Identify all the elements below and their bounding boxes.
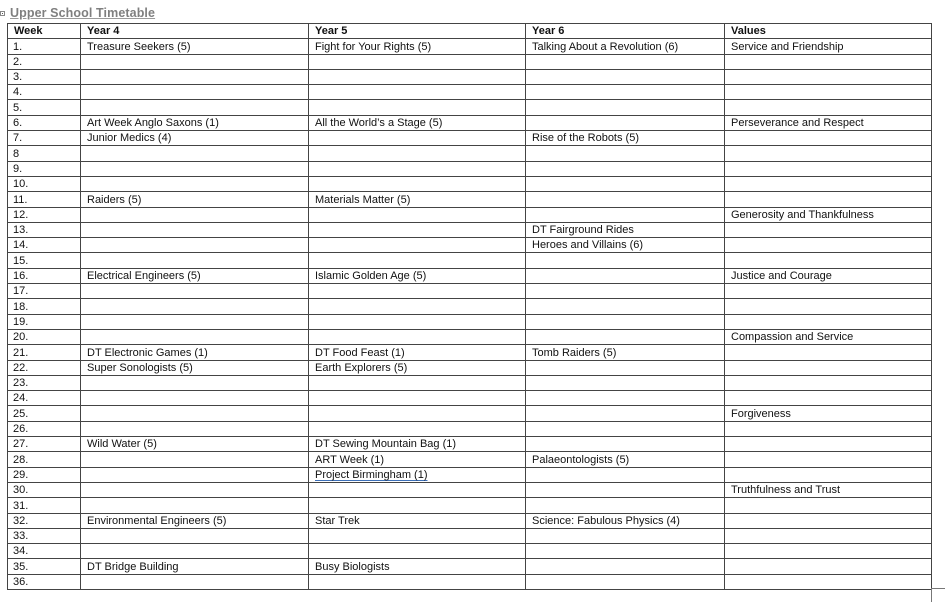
cell-text: Islamic Golden Age (5): [315, 270, 427, 283]
cell-text: Perseverance and Respect: [731, 117, 864, 130]
cell-text: 28.: [13, 453, 29, 466]
year-5-cell[interactable]: [309, 253, 526, 268]
cell-text: 11.: [13, 193, 28, 206]
header-year-6: Year 6: [526, 24, 725, 39]
year-4-cell[interactable]: [81, 161, 309, 176]
year-5-cell[interactable]: [309, 574, 526, 589]
header-year-4: Year 4: [81, 24, 309, 39]
table-row: [8, 329, 932, 344]
table-row: [8, 437, 932, 452]
values-cell[interactable]: [725, 115, 932, 130]
values-cell[interactable]: [725, 467, 932, 482]
week-cell[interactable]: [8, 284, 81, 299]
cell-text: 4.: [13, 86, 23, 99]
week-cell[interactable]: [8, 544, 81, 559]
year-4-cell[interactable]: [81, 253, 309, 268]
document-title: Upper School Timetable: [10, 6, 156, 20]
year-6-cell[interactable]: [526, 513, 725, 528]
cell-text: Treasure Seekers (5): [87, 40, 191, 53]
year-4-cell[interactable]: [81, 482, 309, 497]
cell-text: 9.: [13, 162, 23, 175]
cell-text: Fight for Your Rights (5): [315, 40, 432, 53]
year-4-cell[interactable]: [81, 574, 309, 589]
cell-text: 32.: [13, 514, 29, 527]
values-cell[interactable]: [725, 421, 932, 436]
table-move-handle[interactable]: [0, 11, 5, 16]
cell-text: 33.: [13, 530, 29, 543]
week-cell[interactable]: [8, 360, 81, 375]
table-row: [8, 314, 932, 329]
year-6-cell[interactable]: [526, 268, 725, 283]
cell-text: Junior Medics (4): [87, 132, 172, 145]
values-cell[interactable]: [725, 559, 932, 574]
year-4-cell[interactable]: [81, 54, 309, 69]
year-5-cell[interactable]: [309, 176, 526, 191]
year-6-cell[interactable]: [526, 314, 725, 329]
year-6-cell[interactable]: [526, 284, 725, 299]
year-6-cell[interactable]: [526, 131, 725, 146]
year-4-cell[interactable]: [81, 329, 309, 344]
values-cell[interactable]: [725, 528, 932, 543]
timetable-body: [8, 39, 932, 590]
year-5-cell[interactable]: [309, 482, 526, 497]
year-5-cell[interactable]: [309, 375, 526, 390]
year-6-cell[interactable]: [526, 299, 725, 314]
values-cell[interactable]: [725, 85, 932, 100]
year-4-cell[interactable]: [81, 69, 309, 84]
cell-text: 22.: [13, 361, 29, 374]
table-row: [8, 39, 932, 54]
year-4-cell[interactable]: [81, 222, 309, 237]
year-4-cell[interactable]: [81, 39, 309, 54]
table-row: [8, 559, 932, 574]
week-cell[interactable]: [8, 146, 81, 161]
year-6-cell[interactable]: [526, 192, 725, 207]
week-cell[interactable]: [8, 268, 81, 283]
cell-text: Earth Explorers (5): [315, 361, 408, 374]
year-5-cell[interactable]: [309, 406, 526, 421]
year-5-cell[interactable]: [309, 513, 526, 528]
year-6-cell[interactable]: [526, 100, 725, 115]
table-resize-handle[interactable]: [931, 588, 945, 602]
values-cell[interactable]: [725, 375, 932, 390]
cell-text: 7.: [13, 132, 23, 145]
week-cell[interactable]: [8, 391, 81, 406]
cell-text: 24.: [13, 392, 29, 405]
cell-text: 17.: [13, 285, 29, 298]
week-cell[interactable]: [8, 69, 81, 84]
table-row: [8, 299, 932, 314]
week-cell[interactable]: [8, 100, 81, 115]
cell-text: Talking About a Revolution (6): [532, 40, 679, 53]
table-row: [8, 406, 932, 421]
values-cell[interactable]: [725, 253, 932, 268]
table-row: [8, 467, 932, 482]
cell-text: 18.: [13, 300, 29, 313]
cell-text: 12.: [13, 208, 29, 221]
year-4-cell[interactable]: [81, 437, 309, 452]
year-4-cell[interactable]: [81, 115, 309, 130]
year-4-cell[interactable]: [81, 360, 309, 375]
week-cell[interactable]: [8, 192, 81, 207]
values-cell[interactable]: [725, 513, 932, 528]
year-5-cell[interactable]: [309, 238, 526, 253]
week-cell[interactable]: [8, 528, 81, 543]
year-4-cell[interactable]: [81, 238, 309, 253]
year-6-cell[interactable]: [526, 54, 725, 69]
year-6-cell[interactable]: [526, 482, 725, 497]
week-cell[interactable]: [8, 406, 81, 421]
week-cell[interactable]: [8, 559, 81, 574]
year-4-cell[interactable]: [81, 207, 309, 222]
week-cell[interactable]: [8, 54, 81, 69]
cell-text: Raiders (5): [87, 193, 142, 206]
values-cell[interactable]: [725, 222, 932, 237]
cell-text: 26.: [13, 423, 29, 436]
table-row: [8, 176, 932, 191]
year-5-cell[interactable]: [309, 559, 526, 574]
week-cell[interactable]: [8, 314, 81, 329]
year-4-cell[interactable]: [81, 85, 309, 100]
year-5-cell[interactable]: [309, 437, 526, 452]
cell-text: DT Food Feast (1): [315, 346, 405, 359]
cell-text: Wild Water (5): [87, 438, 157, 451]
year-4-cell[interactable]: [81, 345, 309, 360]
year-6-cell[interactable]: [526, 574, 725, 589]
week-cell[interactable]: [8, 39, 81, 54]
year-5-cell[interactable]: [309, 391, 526, 406]
year-6-cell[interactable]: [526, 146, 725, 161]
year-4-cell[interactable]: [81, 559, 309, 574]
values-cell[interactable]: [725, 238, 932, 253]
year-5-cell[interactable]: [309, 528, 526, 543]
values-cell[interactable]: [725, 284, 932, 299]
year-4-cell[interactable]: [81, 375, 309, 390]
cell-text: Star Trek: [315, 514, 360, 527]
week-cell[interactable]: [8, 375, 81, 390]
week-cell[interactable]: [8, 176, 81, 191]
year-5-cell[interactable]: [309, 100, 526, 115]
cell-text: 35.: [13, 560, 29, 573]
header-week: Week: [8, 24, 81, 39]
week-cell[interactable]: [8, 207, 81, 222]
year-6-cell[interactable]: [526, 85, 725, 100]
year-5-cell[interactable]: [309, 421, 526, 436]
year-6-cell[interactable]: [526, 559, 725, 574]
cell-text: Rise of the Robots (5): [532, 132, 639, 145]
cell-text: Compassion and Service: [731, 331, 854, 344]
cell-text: 6.: [13, 117, 23, 130]
year-5-cell[interactable]: [309, 452, 526, 467]
week-cell[interactable]: [8, 161, 81, 176]
year-6-cell[interactable]: [526, 421, 725, 436]
year-5-cell[interactable]: [309, 299, 526, 314]
table-row: [8, 69, 932, 84]
values-cell[interactable]: [725, 329, 932, 344]
year-5-cell[interactable]: [309, 314, 526, 329]
year-4-cell[interactable]: [81, 299, 309, 314]
year-5-cell[interactable]: [309, 222, 526, 237]
year-5-cell[interactable]: [309, 54, 526, 69]
cell-text: 27.: [13, 438, 29, 451]
cell-text: Tomb Raiders (5): [532, 346, 617, 359]
table-row: [8, 345, 932, 360]
cell-text: All the World’s a Stage (5): [315, 117, 443, 130]
table-row: [8, 284, 932, 299]
cell-text: Project Birmingham (1): [315, 468, 428, 481]
table-row: [8, 482, 932, 497]
cell-text: Palaeontologists (5): [532, 453, 630, 466]
cell-text: 19.: [13, 315, 29, 328]
cell-text: 14.: [13, 239, 29, 252]
year-5-cell[interactable]: [309, 39, 526, 54]
cell-text: Art Week Anglo Saxons (1): [87, 117, 219, 130]
year-4-cell[interactable]: [81, 406, 309, 421]
year-6-cell[interactable]: [526, 544, 725, 559]
values-cell[interactable]: [725, 146, 932, 161]
values-cell[interactable]: [725, 391, 932, 406]
table-row: [8, 222, 932, 237]
year-4-cell[interactable]: [81, 176, 309, 191]
table-row: [8, 238, 932, 253]
cell-text: 3.: [13, 71, 23, 84]
year-4-cell[interactable]: [81, 192, 309, 207]
week-cell[interactable]: [8, 238, 81, 253]
values-cell[interactable]: [725, 345, 932, 360]
cell-text: Electrical Engineers (5): [87, 270, 201, 283]
table-row: [8, 192, 932, 207]
cell-text: 5.: [13, 101, 23, 114]
table-row: [8, 421, 932, 436]
values-cell[interactable]: [725, 176, 932, 191]
timetable-table: [7, 23, 932, 590]
values-cell[interactable]: [725, 360, 932, 375]
week-cell[interactable]: [8, 574, 81, 589]
table-row: [8, 574, 932, 589]
year-6-cell[interactable]: [526, 437, 725, 452]
cell-text: ART Week (1): [315, 453, 385, 466]
year-6-cell[interactable]: [526, 176, 725, 191]
table-row: [8, 544, 932, 559]
week-cell[interactable]: [8, 115, 81, 130]
year-5-cell[interactable]: [309, 360, 526, 375]
year-6-cell[interactable]: [526, 391, 725, 406]
year-4-cell[interactable]: [81, 100, 309, 115]
table-row: [8, 513, 932, 528]
year-4-cell[interactable]: [81, 284, 309, 299]
values-cell[interactable]: [725, 437, 932, 452]
week-cell[interactable]: [8, 299, 81, 314]
table-row: [8, 131, 932, 146]
year-5-cell[interactable]: [309, 498, 526, 513]
cell-text: Truthfulness and Trust: [731, 484, 841, 497]
year-6-cell[interactable]: [526, 375, 725, 390]
week-cell[interactable]: [8, 253, 81, 268]
values-cell[interactable]: [725, 314, 932, 329]
cell-text: 15.: [13, 254, 29, 267]
year-6-cell[interactable]: [526, 39, 725, 54]
table-row: [8, 360, 932, 375]
year-5-cell[interactable]: [309, 268, 526, 283]
year-6-cell[interactable]: [526, 467, 725, 482]
year-6-cell[interactable]: [526, 406, 725, 421]
values-cell[interactable]: [725, 54, 932, 69]
cell-text: 21.: [13, 346, 29, 359]
year-5-cell[interactable]: [309, 345, 526, 360]
cell-text: Generosity and Thankfulness: [731, 208, 874, 221]
year-6-cell[interactable]: [526, 452, 725, 467]
year-4-cell[interactable]: [81, 146, 309, 161]
cell-text: Environmental Engineers (5): [87, 514, 227, 527]
table-row: [8, 115, 932, 130]
table-row: [8, 528, 932, 543]
year-5-cell[interactable]: [309, 192, 526, 207]
year-5-cell[interactable]: [309, 85, 526, 100]
cell-text: DT Bridge Building: [87, 560, 179, 573]
table-header-row: [8, 24, 932, 39]
table-row: [8, 253, 932, 268]
year-4-cell[interactable]: [81, 268, 309, 283]
year-6-cell[interactable]: [526, 69, 725, 84]
week-cell[interactable]: [8, 131, 81, 146]
year-4-cell[interactable]: [81, 544, 309, 559]
year-6-cell[interactable]: [526, 222, 725, 237]
week-cell[interactable]: [8, 513, 81, 528]
values-cell[interactable]: [725, 452, 932, 467]
cell-text: 13.: [13, 224, 29, 237]
values-cell[interactable]: [725, 69, 932, 84]
year-5-cell[interactable]: [309, 161, 526, 176]
values-cell[interactable]: [725, 574, 932, 589]
cell-text: 20.: [13, 331, 29, 344]
year-4-cell[interactable]: [81, 513, 309, 528]
values-cell[interactable]: [725, 482, 932, 497]
table-row: [8, 391, 932, 406]
year-5-cell[interactable]: [309, 115, 526, 130]
cell-text: Super Sonologists (5): [87, 361, 193, 374]
cell-text: 31.: [13, 499, 29, 512]
year-5-cell[interactable]: [309, 544, 526, 559]
week-cell[interactable]: [8, 85, 81, 100]
year-6-cell[interactable]: [526, 498, 725, 513]
week-cell[interactable]: [8, 421, 81, 436]
values-cell[interactable]: [725, 100, 932, 115]
cell-text: 36.: [13, 575, 29, 588]
year-6-cell[interactable]: [526, 528, 725, 543]
year-4-cell[interactable]: [81, 498, 309, 513]
cell-text: 1.: [13, 40, 23, 53]
header-values: Values: [725, 24, 932, 39]
year-5-cell[interactable]: [309, 207, 526, 222]
table-row: [8, 452, 932, 467]
year-6-cell[interactable]: [526, 238, 725, 253]
cell-text: Busy Biologists: [315, 560, 390, 573]
values-cell[interactable]: [725, 544, 932, 559]
cell-text: 8: [13, 147, 20, 160]
table-row: [8, 85, 932, 100]
cell-text: 23.: [13, 377, 29, 390]
week-cell[interactable]: [8, 467, 81, 482]
table-row: [8, 161, 932, 176]
year-6-cell[interactable]: [526, 360, 725, 375]
values-cell[interactable]: [725, 207, 932, 222]
table-row: [8, 375, 932, 390]
year-4-cell[interactable]: [81, 131, 309, 146]
week-cell[interactable]: [8, 222, 81, 237]
cell-text: DT Electronic Games (1): [87, 346, 208, 359]
year-5-cell[interactable]: [309, 467, 526, 482]
year-6-cell[interactable]: [526, 207, 725, 222]
table-row: [8, 54, 932, 69]
year-5-cell[interactable]: [309, 329, 526, 344]
week-cell[interactable]: [8, 498, 81, 513]
cell-text: Materials Matter (5): [315, 193, 411, 206]
year-6-cell[interactable]: [526, 329, 725, 344]
table-row: [8, 498, 932, 513]
week-cell[interactable]: [8, 329, 81, 344]
cell-text: DT Fairground Rides: [532, 224, 634, 237]
cell-text: 30.: [13, 484, 29, 497]
year-6-cell[interactable]: [526, 253, 725, 268]
year-5-cell[interactable]: [309, 146, 526, 161]
year-4-cell[interactable]: [81, 421, 309, 436]
values-cell[interactable]: [725, 39, 932, 54]
year-4-cell[interactable]: [81, 391, 309, 406]
values-cell[interactable]: [725, 131, 932, 146]
cell-text: 2.: [13, 55, 23, 68]
year-5-cell[interactable]: [309, 69, 526, 84]
week-cell[interactable]: [8, 437, 81, 452]
values-cell[interactable]: [725, 299, 932, 314]
year-6-cell[interactable]: [526, 345, 725, 360]
week-cell[interactable]: [8, 452, 81, 467]
header-year-5: Year 5: [309, 24, 526, 39]
year-6-cell[interactable]: [526, 115, 725, 130]
cell-text: 25.: [13, 407, 29, 420]
year-6-cell[interactable]: [526, 161, 725, 176]
cell-text: Forgiveness: [731, 407, 791, 420]
cell-text: 34.: [13, 545, 29, 558]
year-4-cell[interactable]: [81, 467, 309, 482]
cell-text: Justice and Courage: [731, 270, 832, 283]
cell-text: Service and Friendship: [731, 40, 844, 53]
cell-text: 29.: [13, 468, 29, 481]
table-row: [8, 207, 932, 222]
year-4-cell[interactable]: [81, 314, 309, 329]
values-cell[interactable]: [725, 192, 932, 207]
week-cell[interactable]: [8, 345, 81, 360]
cell-text: 16.: [13, 270, 29, 283]
values-cell[interactable]: [725, 498, 932, 513]
values-cell[interactable]: [725, 406, 932, 421]
year-5-cell[interactable]: [309, 131, 526, 146]
cell-text: 10.: [13, 178, 29, 191]
table-row: [8, 146, 932, 161]
table-row: [8, 268, 932, 283]
year-4-cell[interactable]: [81, 528, 309, 543]
values-cell[interactable]: [725, 268, 932, 283]
cell-text: Heroes and Villains (6): [532, 239, 644, 252]
cell-text: DT Sewing Mountain Bag (1): [315, 438, 457, 451]
table-row: [8, 100, 932, 115]
cell-text: Science: Fabulous Physics (4): [532, 514, 680, 527]
week-cell[interactable]: [8, 482, 81, 497]
year-5-cell[interactable]: [309, 284, 526, 299]
values-cell[interactable]: [725, 161, 932, 176]
year-4-cell[interactable]: [81, 452, 309, 467]
